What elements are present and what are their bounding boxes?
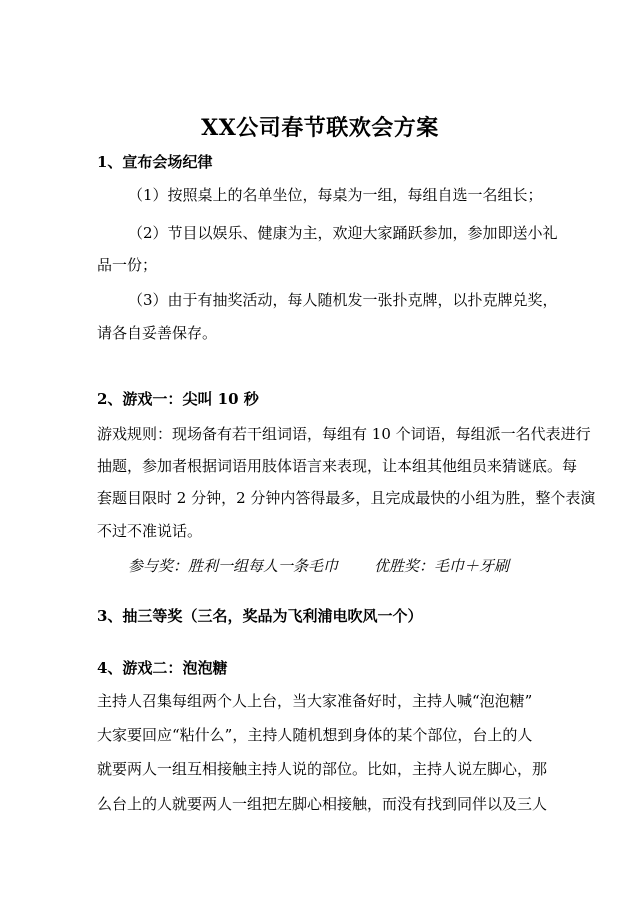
section3-heading: 3、抽三等奖（三名，奖品为飞利浦电吹风一个） — [97, 607, 423, 625]
document-title: XX公司春节联欢会方案 — [201, 115, 439, 141]
section4-line: 大家要回应“粘什么”，主持人随机想到身体的某个部位，台上的人 — [97, 726, 533, 744]
section2-awards — [128, 555, 628, 577]
section4-line: 么台上的人就要两人一组把左脚心相接触，而没有找到同伴以及三人 — [97, 795, 548, 813]
section2-rules-line: 游戏规则：现场备有若干组词语，每组有 10 个词语，每组派一名代表进行 — [97, 425, 591, 443]
section1-heading: 1、宣布会场纪律 — [97, 153, 213, 171]
section4-heading: 4、游戏二：泡泡糖 — [97, 659, 228, 677]
award-winner: 优胜奖：毛巾＋牙刷 — [374, 557, 510, 575]
section1-item3-line2: 请各自妥善保存。 — [97, 324, 218, 342]
section1-item3-line1: （3）由于有抽奖活动，每人随机发一张扑克牌，以扑克牌兑奖， — [128, 291, 558, 309]
section1-item1: （1）按照桌上的名单坐位，每桌为一组，每组自选一名组长； — [128, 186, 543, 204]
section2-heading: 2、游戏一：尖叫 10 秒 — [97, 390, 259, 408]
section4-line: 就要两人一组互相接触主持人说的部位。比如，主持人说左脚心，那 — [97, 760, 548, 778]
section1-item2-line2: 品一份； — [97, 256, 158, 274]
section2-rules-line: 套题目限时 2 分钟，2 分钟内答得最多，且完成最快的小组为胜，整个表演 — [97, 489, 596, 507]
section2-rules-line: 不过不准说话。 — [97, 522, 203, 540]
section4-line: 主持人召集每组两个人上台，当大家准备好时，主持人喊“泡泡糖” — [97, 692, 533, 710]
section1-item2-line1: （2）节目以娱乐、健康为主，欢迎大家踊跃参加，参加即送小礼 — [128, 224, 558, 242]
award-participation: 参与奖：胜利一组每人一条毛巾 — [128, 557, 339, 575]
section2-rules-line: 抽题，参加者根据词语用肢体语言来表现，让本组其他组员来猜谜底。每 — [97, 457, 578, 475]
